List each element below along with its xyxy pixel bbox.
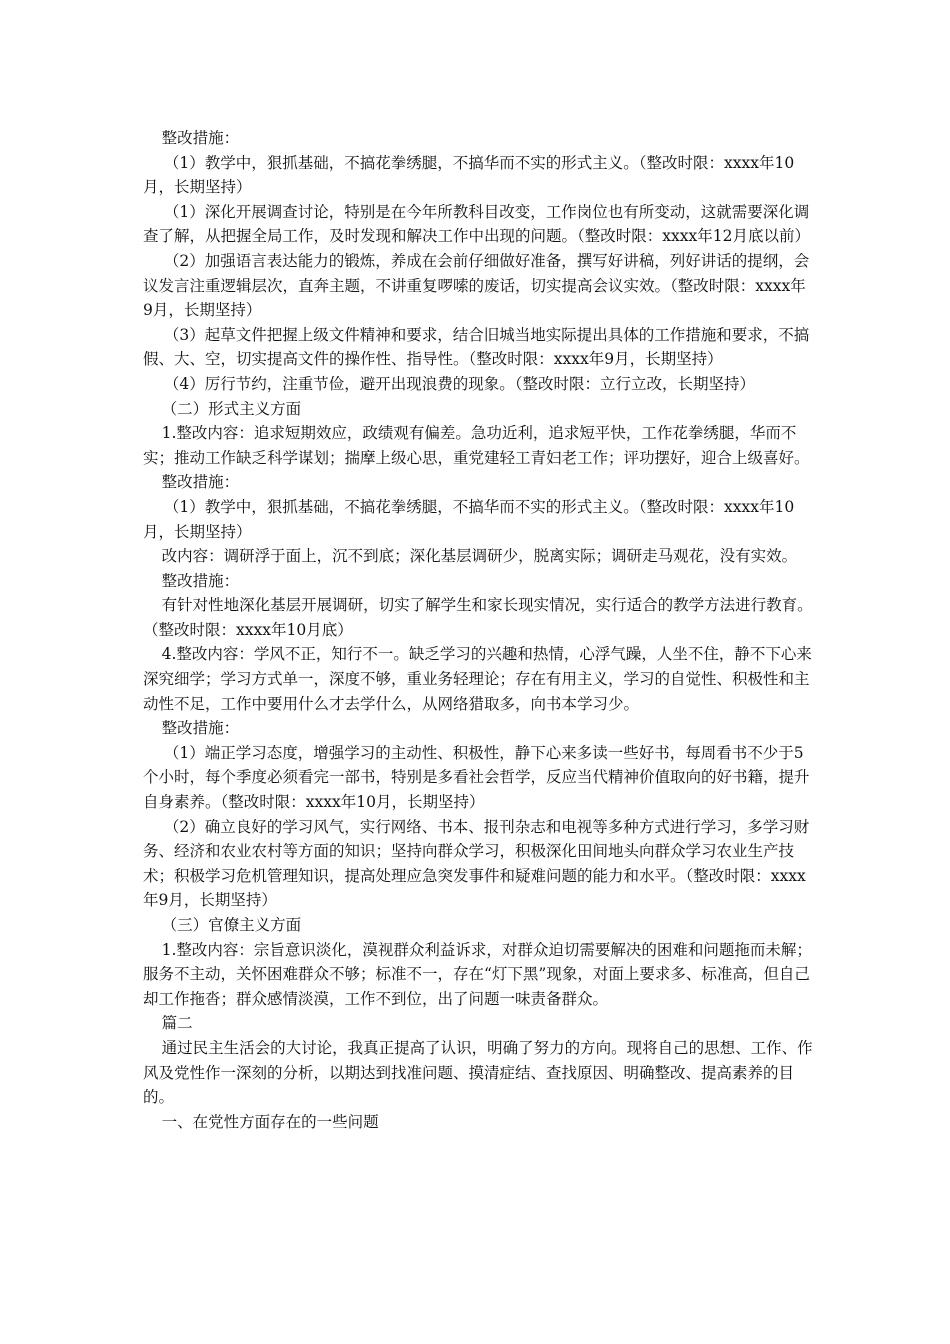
paragraph-measure-frugality: （4）厉行节约，注重节俭，避开出现浪费的现象。（整改时限：立行立改，长期坚持） (163, 374, 756, 393)
paragraph-rectification-measures-heading: 整改措施： (161, 129, 240, 147)
paragraph-rectification-measures-heading: 整改措施： (161, 719, 240, 738)
paragraph-study-style-content-4: 4.整改内容：学风不正，知行不一。缺乏学习的兴趣和热情，心浮气躁，人坐不住，静不下心来深究细学；学习方式单一，深度不够，重业务轻理论；存在有用主义，学习的自觉性、积极性和主动性不足，工作中要用什么才去学什么，从网络猎取多，向书本学习少。 (143, 645, 812, 713)
paragraph-measure-teaching-basics: （1）教学中，狠抓基础，不搞花拳绣腿，不搞华而不实的形式主义。（整改时限：xxxx年10月，长期坚持） (143, 153, 795, 197)
paragraph-formalism-content-1: 1.整改内容：追求短期效应，政绩观有偏差。急功近利，追求短平快，工作花拳绣腿，华而不实；推动工作缺乏科学谋划；揣摩上级心思，重党建轻工青妇老工作；评功摆好，迎合上级喜好。 (143, 424, 810, 467)
paragraph-research-content: 改内容：调研浮于面上，沉不到底；深化基层调研少，脱离实际；调研走马观花，没有实效。 (161, 547, 798, 566)
section-heading-formalism: （二）形式主义方面 (161, 399, 302, 418)
paragraph-measure-drafting-documents: （3）起草文件把握上级文件精神和要求，结合旧城当地实际提出具体的工作措施和要求，不搞假、大、空，切实提高文件的操作性、指导性。（整改时限：xxxx年9月，长期坚持） (143, 325, 810, 369)
section-heading-bureaucratism: （三）官僚主义方面 (161, 916, 302, 934)
paragraph-measure-targeted-research: 有针对性地深化基层开展调研，切实了解学生和家长现实情况，实行适合的教学方法进行教育。（整改时限：xxxx年10月底） (143, 596, 813, 639)
paragraph-rectification-measures-heading: 整改措施： (161, 473, 240, 492)
paragraph-rectification-measures-heading: 整改措施： (161, 571, 240, 590)
section-heading-party-spirit-problems: 一、在党性方面存在的一些问题 (161, 1112, 379, 1131)
section-heading-part-two: 篇二 (161, 1014, 193, 1033)
document-body (143, 126, 813, 1134)
paragraph-bureaucratism-content-1: 1.整改内容：宗旨意识淡化，漠视群众利益诉求，对群众迫切需要解决的困难和问题拖而未解；服务不主动，关怀困难群众不够；标准不一，存在“灯下黑”现象，对面上要求多、标准高，但自己却工作拖沓；群众感情淡漠，工作不到位，出了问题一味责备群众。 (143, 940, 812, 1008)
paragraph-measure-study-atmosphere: （2）确立良好的学习风气，实行网络、书本、报刊杂志和电视等多种方式进行学习，多学习财务、经济和农业农村等方面的知识；坚持向群众学习，积极深化田间地头向群众学习农业生产技术；积极学习危机管理知识，提高处理应急突发事件和疑难问题的能力和水平。（整改时限：xxxx年9月，长期坚持） (143, 817, 810, 910)
paragraph-measure-language-skills: （2）加强语言表达能力的锻炼，养成在会前仔细做好准备，撰写好讲稿，列好讲话的提纲，会议发言注重逻辑层次，直奔主题，不讲重复啰嗦的废话，切实提高会议实效。（整改时限：xxxx年9月，长期坚持） (143, 251, 810, 320)
paragraph-measure-investigation: （1）深化开展调查讨论，特别是在今年所教科目改变，工作岗位也有所变动，这就需要深化调查了解，从把握全局工作，及时发现和解决工作中出现的问题。（整改时限：xxxx年12月底以前） (143, 202, 810, 246)
paragraph-measure-teaching-basics: （1）教学中，狠抓基础，不搞花拳绣腿，不搞华而不实的形式主义。（整改时限：xxxx年10月，长期坚持） (143, 497, 795, 541)
paragraph-measure-study-attitude: （1）端正学习态度，增强学习的主动性、积极性，静下心来多读一些好书，每周看书不少于5个小时，每个季度必须看完一部书，特别是多看社会哲学，反应当代精神价值取向的好书籍，提升自身素养。（整改时限：xxxx年10月，长期坚持） (143, 743, 810, 812)
paragraph-part-two-intro: 通过民主生活会的大讨论，我真正提高了认识，明确了努力的方向。现将自己的思想、工作、作风及党性作一深刻的分析，以期达到找准问题、摸清症结、查找原因、明确整改、提高素养的目的。 (143, 1038, 813, 1107)
